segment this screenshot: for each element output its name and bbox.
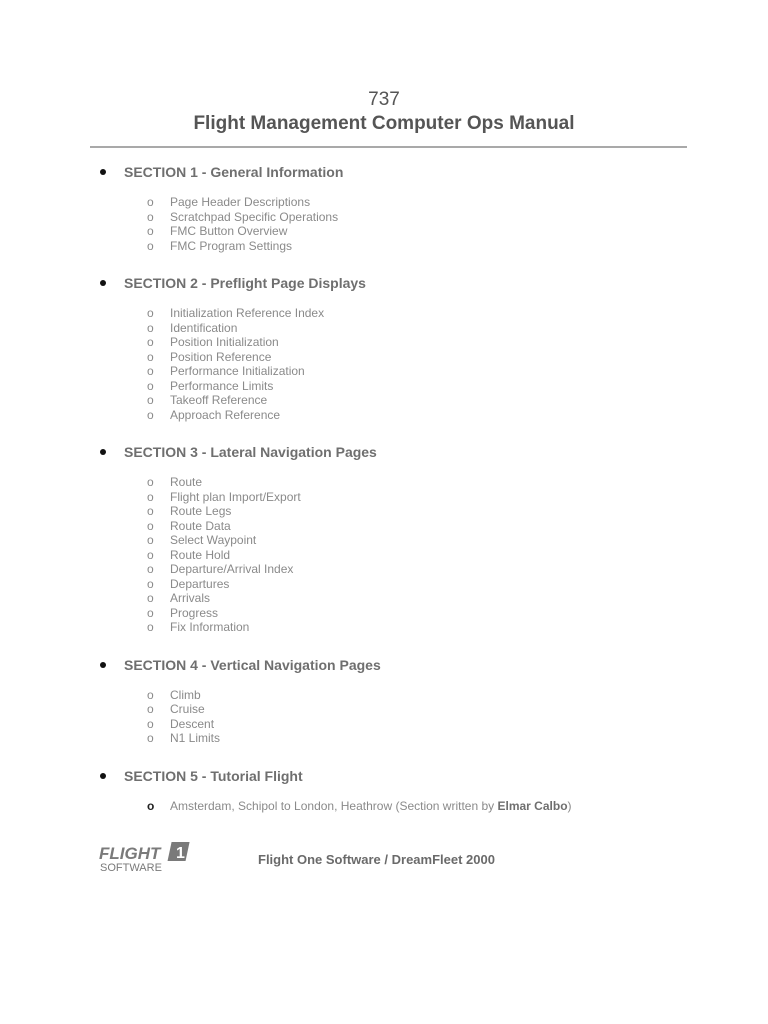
list-item[interactable]: o Position Initialization [147, 335, 279, 349]
list-item[interactable]: o Progress [147, 605, 219, 620]
bullet-icon [100, 773, 106, 779]
list-marker: o [147, 562, 154, 576]
list-item[interactable]: o Select Waypoint [147, 533, 257, 547]
list-item[interactable]: o Route Data [147, 518, 231, 533]
tutorial-route: Amsterdam, Schipol to London, Heathrow (Section written by [170, 798, 498, 813]
list-item[interactable]: o Departure/Arrival Index [147, 562, 294, 576]
tutorial-item[interactable] [0, 799, 768, 814]
document-header [0, 88, 768, 136]
list-item[interactable]: o FMC Button Overview [147, 224, 288, 238]
list-item[interactable]: o Cruise [147, 702, 205, 716]
list-item[interactable]: o Identification [147, 320, 238, 335]
list-marker: o [147, 320, 154, 335]
title-divider [90, 146, 687, 148]
tutorial-suffix: ) [567, 798, 572, 813]
section-2 [0, 273, 768, 422]
table-of-contents [0, 162, 768, 813]
list-marker: o [147, 238, 154, 253]
footer-caption: Flight One Software / DreamFleet 2000 [258, 852, 495, 867]
list-item[interactable]: o Takeoff Reference [147, 393, 268, 407]
list-marker: o [147, 716, 154, 731]
list-marker: o [147, 687, 154, 702]
bullet-icon [100, 169, 106, 175]
list-item[interactable]: o Departures [147, 576, 230, 591]
list-marker: o [147, 489, 154, 504]
section-4 [0, 655, 768, 746]
list-marker: o [147, 378, 154, 393]
list-marker: o [147, 364, 154, 378]
list-marker: o [147, 605, 154, 620]
logo-word: FLIGHT [99, 844, 161, 863]
section-1 [0, 162, 768, 253]
list-item[interactable]: o Route Hold [147, 547, 231, 562]
flight1-logo [98, 840, 194, 874]
list-item[interactable]: o Initialization Reference Index [147, 306, 325, 320]
list-marker: o [147, 407, 154, 422]
list-marker: o [147, 349, 154, 364]
list-item[interactable]: o Flight plan Import/Export [147, 489, 301, 504]
logo-subword: SOFTWARE [100, 862, 162, 874]
list-item[interactable]: o Scratchpad Specific Operations [147, 209, 339, 224]
list-item[interactable]: o N1 Limits [147, 731, 221, 745]
list-marker: o [147, 393, 154, 407]
bullet-icon [100, 280, 106, 286]
document-title: Flight Management Computer Ops Manual [193, 113, 575, 134]
list-marker: o [147, 576, 154, 591]
list-marker: o [147, 224, 154, 238]
list-item[interactable]: o Arrivals [147, 591, 211, 605]
section-3 [0, 442, 768, 635]
list-item[interactable]: o Page Header Descriptions [147, 195, 311, 209]
list-item[interactable]: o Climb [147, 687, 201, 702]
list-item[interactable]: o Route Legs [147, 504, 232, 518]
bullet-icon [100, 449, 106, 455]
aircraft-model: 737 [368, 89, 400, 110]
list-item[interactable]: o Performance Initialization [147, 364, 305, 378]
author-name: Elmar Calbo [497, 798, 568, 813]
list-item[interactable]: o Fix Information [147, 620, 250, 634]
logo-number: 1 [176, 845, 185, 862]
list-marker: o [147, 475, 154, 489]
section-title[interactable]: SECTION 1 - General Information [124, 164, 344, 180]
section-title[interactable]: SECTION 4 - Vertical Navigation Pages [124, 656, 381, 673]
list-marker: o [147, 702, 154, 716]
list-marker: o [147, 533, 154, 547]
list-marker: o [147, 547, 154, 562]
list-marker: o [147, 209, 154, 224]
list-marker: o [147, 591, 154, 605]
list-item[interactable]: o Route [147, 475, 203, 489]
list-marker: o [147, 335, 154, 349]
list-item[interactable]: o Position Reference [147, 349, 272, 364]
list-marker: o [147, 798, 155, 813]
list-marker: o [147, 195, 154, 209]
section-title[interactable]: SECTION 3 - Lateral Navigation Pages [124, 444, 377, 460]
section-5 [0, 766, 768, 814]
list-item[interactable]: o Approach Reference [147, 407, 281, 422]
list-item[interactable]: o FMC Program Settings [147, 238, 293, 253]
section-title[interactable]: SECTION 5 - Tutorial Flight [124, 767, 303, 784]
list-marker: o [147, 518, 154, 533]
list-item[interactable]: o Descent [147, 716, 215, 731]
bullet-icon [100, 662, 106, 668]
list-marker: o [147, 306, 154, 320]
list-marker: o [147, 504, 154, 518]
list-marker: o [147, 620, 154, 634]
list-item[interactable]: o Performance Limits [147, 378, 274, 393]
section-title[interactable]: SECTION 2 - Preflight Page Displays [124, 275, 366, 291]
list-marker: o [147, 731, 154, 745]
